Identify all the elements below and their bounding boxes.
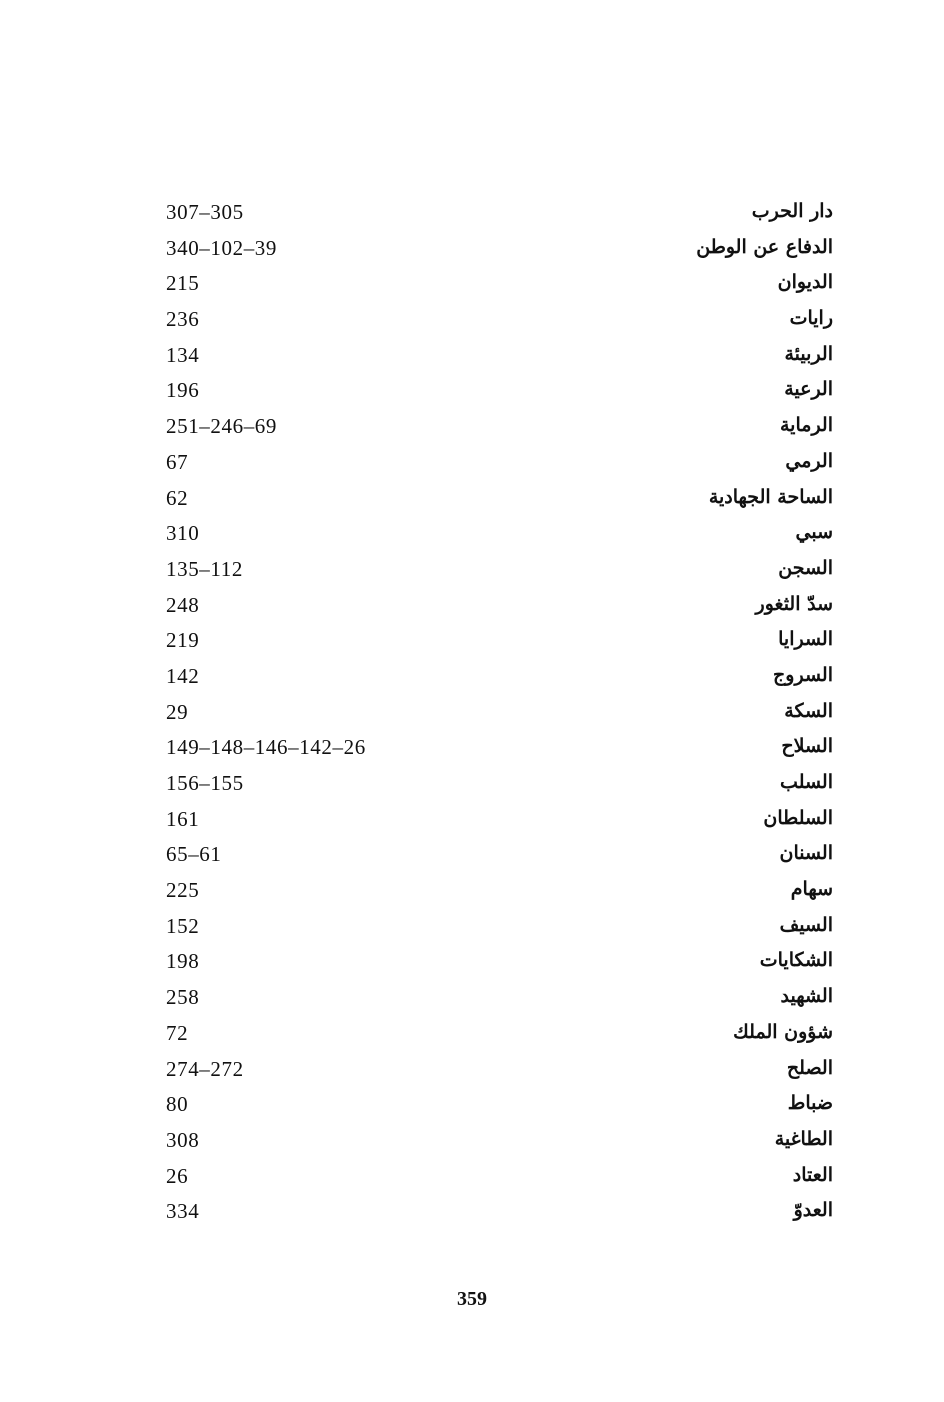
- index-entry: [0, 409, 944, 445]
- index-entry: [0, 1123, 944, 1159]
- index-pages: 258: [166, 985, 200, 1010]
- index-pages: 149–148–146–142–26: [166, 735, 366, 760]
- index-term: سهام: [790, 878, 833, 901]
- index-pages: 134: [166, 342, 200, 367]
- index-term: السيف: [779, 913, 833, 936]
- index-term: الرماية: [780, 414, 833, 437]
- page-number: 359: [457, 1288, 487, 1310]
- index-term: السجن: [778, 556, 833, 579]
- index-entry: [0, 481, 944, 517]
- index-term: دار الحرب: [751, 200, 833, 222]
- index-entry: [0, 980, 944, 1016]
- index-pages: 308: [166, 1127, 200, 1152]
- index-entry: [0, 1159, 944, 1195]
- index-term: السنان: [779, 842, 833, 865]
- index-entry: [0, 231, 944, 267]
- index-term: العدوّ: [793, 1199, 833, 1222]
- index-pages: 251–246–69: [166, 414, 277, 439]
- index-pages: 340–102–39: [166, 235, 277, 260]
- index-entry: [0, 1052, 944, 1088]
- index-pages: 80: [166, 1092, 189, 1117]
- index-term: الشهيد: [780, 985, 833, 1008]
- index-entry: [0, 445, 944, 481]
- index-term: السلطان: [763, 806, 833, 829]
- index-pages: 307–305: [166, 200, 244, 224]
- index-term: الرعية: [784, 378, 833, 401]
- index-term: السلاح: [781, 735, 833, 758]
- index-pages: 65–61: [166, 842, 222, 867]
- index-pages: 225: [166, 878, 200, 903]
- index-term: الشكايات: [759, 949, 833, 972]
- index-entry: [0, 909, 944, 945]
- index-term: ضباط: [787, 1092, 833, 1115]
- index-entry: [0, 1016, 944, 1052]
- index-term: العتاد: [792, 1163, 833, 1186]
- index-pages: 161: [166, 806, 200, 831]
- index-term: السكة: [784, 699, 833, 722]
- index-term: الرمي: [785, 449, 833, 472]
- index-term: الطاغية: [774, 1127, 833, 1150]
- index-term: رايات: [789, 307, 833, 330]
- index-entry: [0, 802, 944, 838]
- index-pages: 152: [166, 913, 200, 938]
- index-term: سدّ الثغور: [755, 592, 833, 615]
- index-pages: 156–155: [166, 771, 244, 795]
- index-entry: [0, 552, 944, 588]
- index-list: [0, 195, 944, 1230]
- index-pages: 29: [166, 699, 189, 724]
- index-pages: 196: [166, 378, 200, 403]
- index-pages: 135–112: [166, 556, 243, 581]
- index-pages: 310: [166, 521, 200, 546]
- index-pages: 274–272: [166, 1056, 244, 1081]
- index-pages: 215: [166, 271, 200, 296]
- index-pages: 62: [166, 485, 189, 510]
- index-entry: [0, 837, 944, 873]
- index-entry: [0, 373, 944, 409]
- index-entry: [0, 730, 944, 766]
- index-entry: [0, 266, 944, 302]
- index-entry: [0, 659, 944, 695]
- index-pages: 334: [166, 1199, 200, 1224]
- index-pages: 248: [166, 592, 200, 617]
- index-term: السروج: [773, 663, 833, 686]
- index-entry: [0, 873, 944, 909]
- index-entry: [0, 623, 944, 659]
- index-entry: [0, 695, 944, 731]
- index-entry: [0, 338, 944, 374]
- index-pages: 26: [166, 1163, 189, 1188]
- index-term: السلب: [780, 771, 833, 793]
- index-term: الصلح: [786, 1056, 833, 1079]
- index-entry: [0, 302, 944, 338]
- index-pages: 67: [166, 449, 189, 474]
- index-entry: [0, 1194, 944, 1230]
- index-term: الدفاع عن الوطن: [696, 235, 833, 258]
- index-pages: 142: [166, 663, 200, 688]
- index-pages: 72: [166, 1020, 189, 1045]
- index-entry: [0, 766, 944, 802]
- index-entry: [0, 944, 944, 980]
- index-pages: 236: [166, 307, 200, 332]
- index-term: شؤون الملك: [733, 1020, 833, 1043]
- index-entry: [0, 1087, 944, 1123]
- index-term: سبي: [795, 521, 833, 544]
- index-entry: [0, 516, 944, 552]
- index-entry: [0, 588, 944, 624]
- index-term: الساحة الجهادية: [708, 485, 833, 508]
- index-entry: [0, 195, 944, 231]
- index-pages: 198: [166, 949, 200, 974]
- index-term: السرايا: [778, 628, 833, 651]
- index-term: الديوان: [777, 271, 833, 294]
- index-term: الربيئة: [784, 342, 833, 365]
- index-pages: 219: [166, 628, 200, 653]
